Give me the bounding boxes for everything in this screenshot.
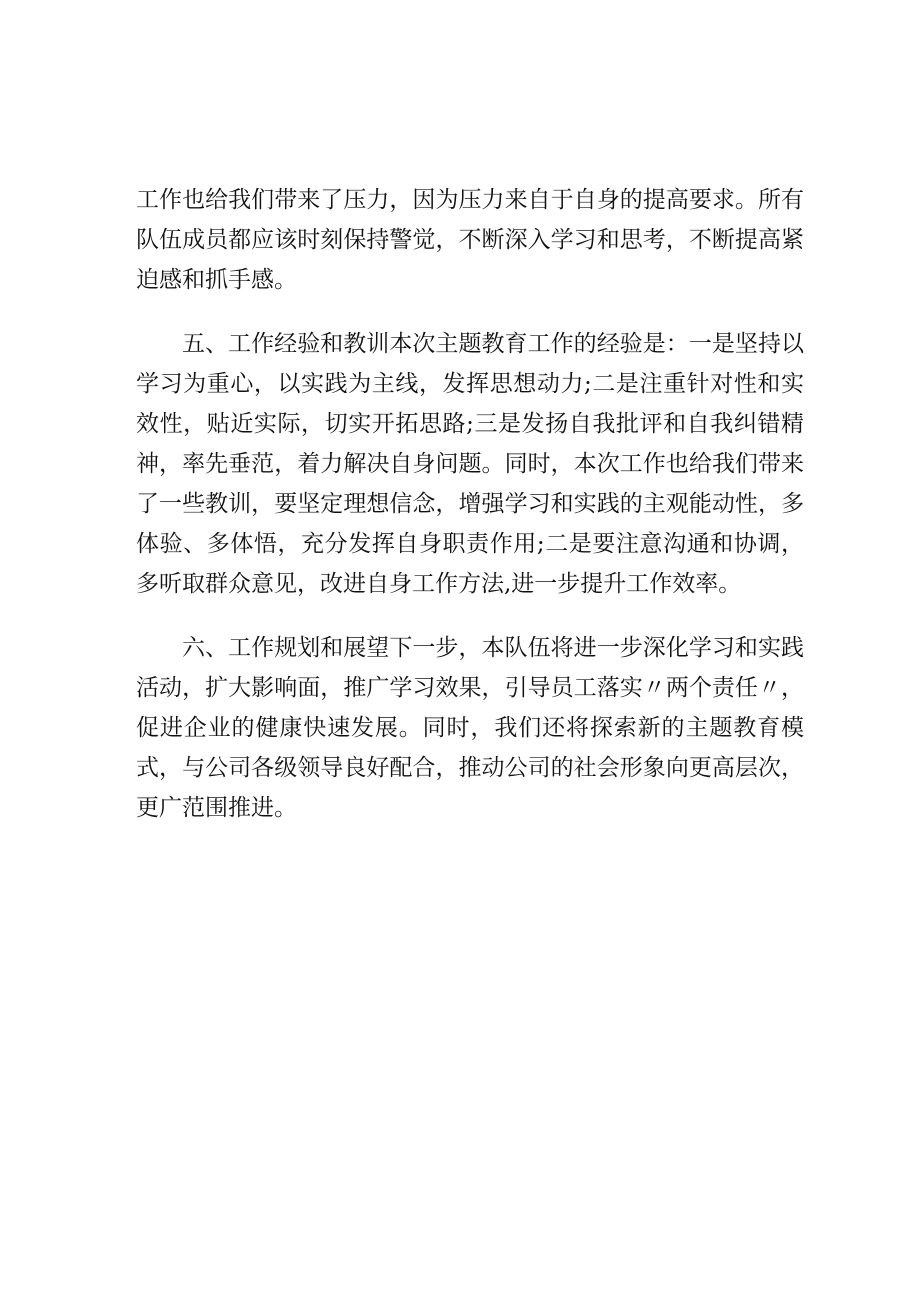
paragraph-continuation: 工作也给我们带来了压力，因为压力来自于自身的提高要求。所有队伍成员都应该时刻保持警觉，不断深入学习和思考，不断提高紧迫感和抓手感。 [136, 187, 804, 293]
paragraph-section-6: 六、工作规划和展望下一步，本队伍将进一步深化学习和实践活动，扩大影响面，推广学习效果，引导员工落实〃两个责任〃，促进企业的健康快速发展。同时，我们还将探索新的主题教育模式，与公司各级领导良好配合，推动公司的社会形象向更高层次，更广范围推进。 [136, 635, 804, 821]
paragraph-section-5: 五、工作经验和教训本次主题教育工作的经验是：一是坚持以学习为重心，以实践为主线，发挥思想动力;二是注重针对性和实效性，贴近实际，切实开拓思路;三是发扬自我批评和自我纠错精神，率先垂范，着力解决自身问题。同时，本次工作也给我们带来了一些教训，要坚定理想信念，增强学习和实践的主观能动性，多体验、多体悟，充分发挥自身职责作用;二是要注意沟通和协调，多听取群众意见，改进自身工作方法,进一步提升工作效率。 [136, 331, 804, 597]
document-body [136, 180, 804, 852]
